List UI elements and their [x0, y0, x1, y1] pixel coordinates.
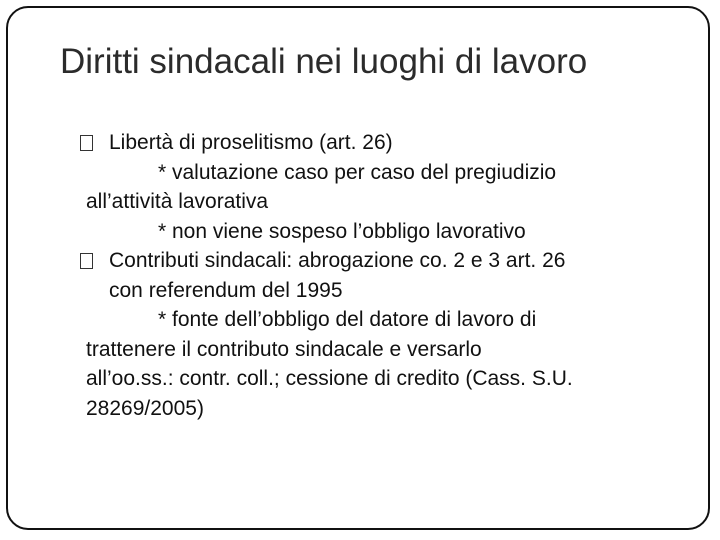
square-bullet-icon — [80, 135, 93, 151]
bullet-text: Libertà di proselitismo (art. 26) — [109, 131, 393, 154]
sub-point-continuation: all’attività lavorativa — [86, 190, 269, 213]
bullet-continuation: con referendum del 1995 — [109, 278, 343, 302]
sub-point-line: * fonte dell’obbligo del datore di lavoro di — [158, 308, 537, 331]
slide-body — [86, 128, 706, 423]
sub-point-continuation: 28269/2005) — [86, 396, 204, 420]
square-bullet-icon — [80, 253, 93, 269]
sub-point-continuation: trattenere il contributo sindacale e versarlo — [86, 337, 482, 361]
bullet-item-proselitismo — [86, 128, 706, 158]
sub-point-continuation: all’oo.ss.: contr. coll.; cessione di credito (Cass. S.U. — [86, 367, 573, 390]
bullet-text: Contributi sindacali: abrogazione co. 2 e 3 art. 26 — [109, 249, 566, 272]
bullet-item-contributi — [86, 246, 706, 276]
slide-title: Diritti sindacali nei luoghi di lavoro — [60, 42, 588, 81]
sub-point-line: * valutazione caso per caso del pregiudizio — [158, 160, 557, 184]
slide-frame — [6, 6, 710, 530]
sub-point-line: * non viene sospeso l’obbligo lavorativo — [158, 219, 526, 243]
